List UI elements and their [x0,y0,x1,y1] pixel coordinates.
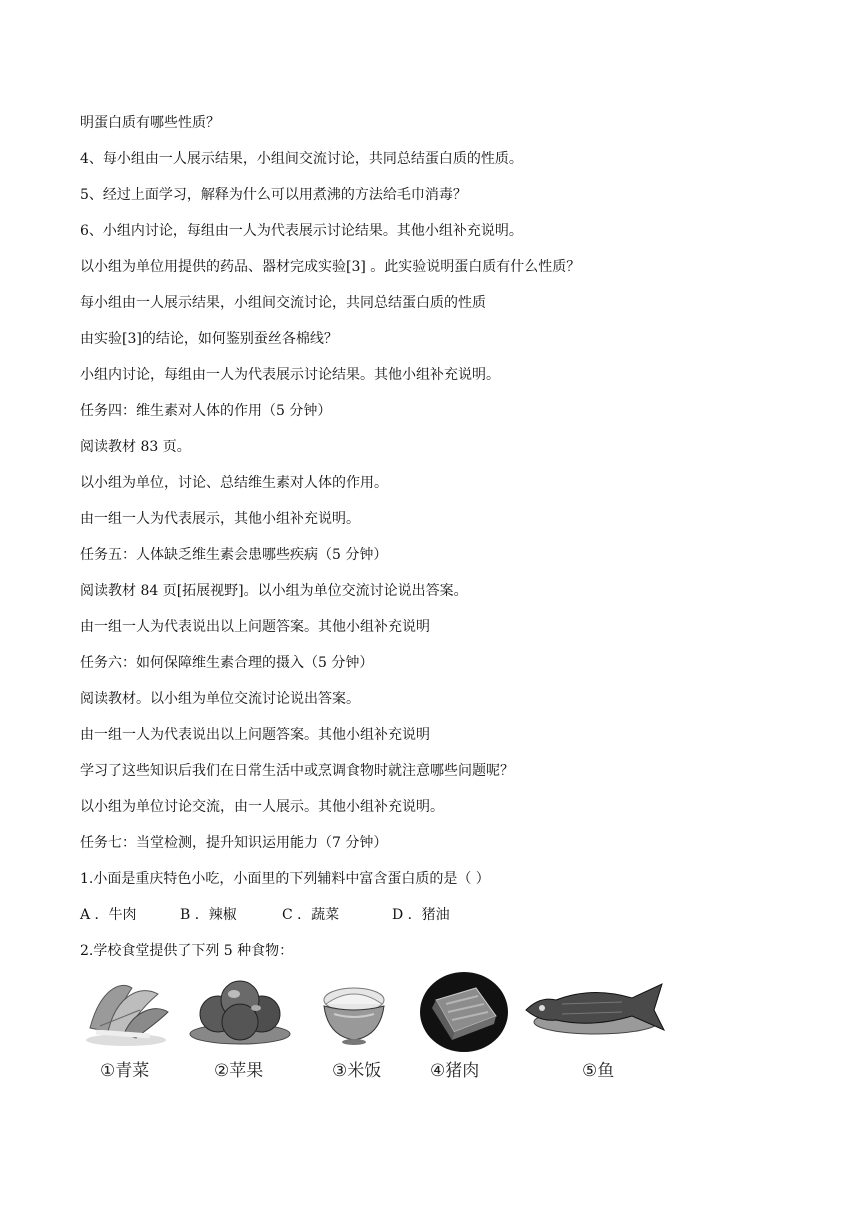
text-line: 以小组为单位讨论交流，由一人展示。其他小组补充说明。 [80,799,444,815]
text-line: 以小组为单位用提供的药品、器材完成实验[3] 。此实验说明蛋白质有什么性质？ [80,259,581,275]
task-heading: 任务六：如何保障维生素合理的摄入（5 分钟） [80,655,374,671]
text-line: 由一组一人为代表展示，其他小组补充说明。 [80,511,360,527]
apples-icon [186,970,294,1050]
text-line: 阅读教材 84 页[拓展视野]。以小组为单位交流讨论说出答案。 [80,583,468,599]
rice-bowl-icon [318,970,390,1050]
question-1-options [80,906,450,924]
greens-icon [80,970,172,1050]
text-line: 由一组一人为代表说出以上问题答案。其他小组补充说明 [80,727,430,743]
pork-icon [418,970,510,1054]
text-line: 以小组为单位，讨论、总结维生素对人体的作用。 [80,475,388,491]
text-line: 5、经过上面学习，解释为什么可以用煮沸的方法给毛巾消毒？ [80,187,467,203]
question-2: 2.学校食堂提供了下列 5 种食物： [80,943,294,959]
option-c: C ．蔬菜 [282,907,340,923]
text-line: 学习了这些知识后我们在日常生活中或烹调食物时就注意哪些问题呢？ [80,763,514,779]
question-1: 1.小面是重庆特色小吃，小面里的下列辅料中富含蛋白质的是（ ） [80,871,490,887]
text-line: 阅读教材。以小组为单位交流讨论说出答案。 [80,691,360,707]
option-d: D ．猪油 [392,907,450,923]
option-a: A ．牛肉 [80,907,137,923]
food-label-fish: ⑤鱼 [582,1061,615,1081]
food-label-greens: ①青菜 [100,1061,150,1081]
task-heading: 任务四：维生素对人体的作用（5 分钟） [80,403,332,419]
text-line: 明蛋白质有哪些性质？ [80,115,220,131]
food-label-apples: ②苹果 [214,1061,264,1081]
fish-icon [522,970,670,1050]
task-heading: 任务五：人体缺乏维生素会患哪些疾病（5 分钟） [80,547,388,563]
text-line: 每小组由一人展示结果，小组间交流讨论，共同总结蛋白质的性质 [80,295,486,311]
text-line: 6、小组内讨论，每组由一人为代表展示讨论结果。其他小组补充说明。 [80,223,523,239]
option-b: B ．辣椒 [180,907,237,923]
text-line: 由一组一人为代表说出以上问题答案。其他小组补充说明 [80,619,430,635]
food-label-rice: ③米饭 [332,1061,382,1081]
food-label-pork: ④猪肉 [430,1061,480,1081]
task-heading: 任务七：当堂检测，提升知识运用能力（7 分钟） [80,835,388,851]
text-line: 阅读教材 83 页。 [80,439,191,455]
food-images-row [76,970,676,1080]
text-line: 4、每小组由一人展示结果，小组间交流讨论，共同总结蛋白质的性质。 [80,151,523,167]
text-line: 小组内讨论，每组由一人为代表展示讨论结果。其他小组补充说明。 [80,367,500,383]
text-line: 由实验[3]的结论，如何鉴别蚕丝各棉线？ [80,331,338,347]
